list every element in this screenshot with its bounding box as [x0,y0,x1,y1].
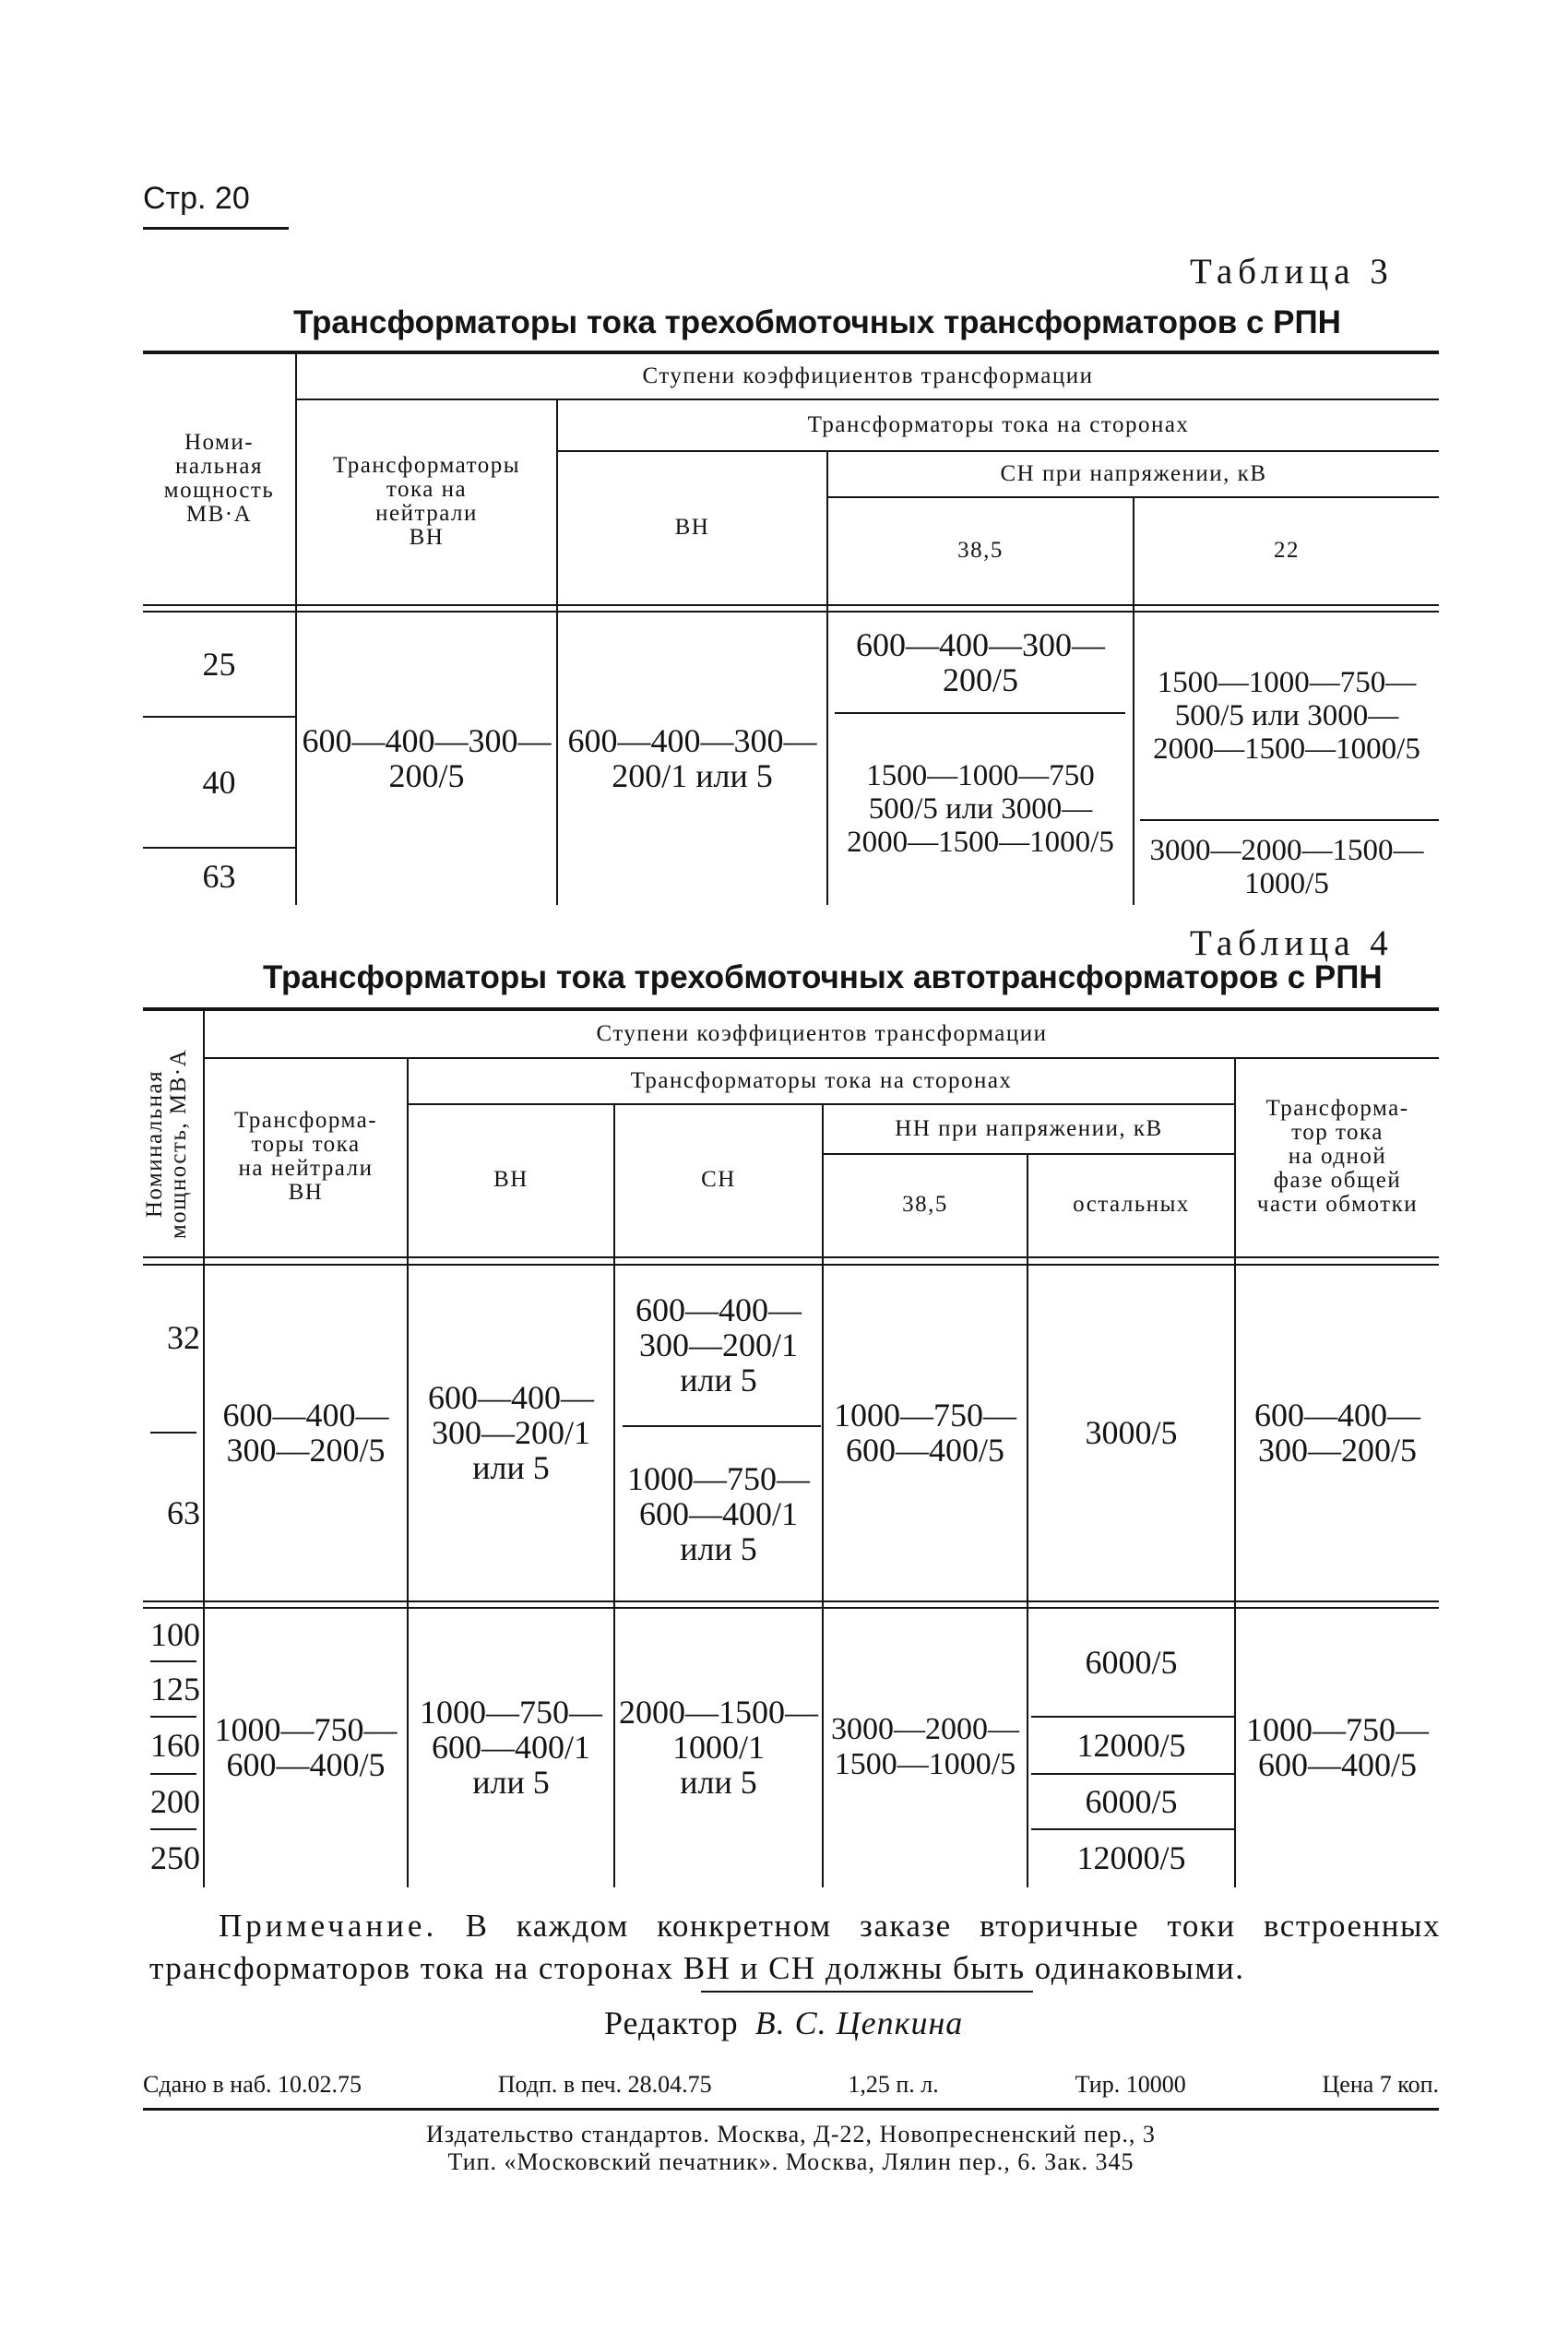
table4-g2-other-a: 6000/5 [1085,1644,1178,1681]
table4-header-phase: Трансформа- тор тока на одной фазе общей части обмотки [1256,1096,1419,1217]
table3-header-22: 22 [1274,538,1300,563]
table4-g2-sn: 2000—1500— 1000/1 или 5 [619,1694,818,1801]
table4-g2-nn385: 3000—2000— 1500—1000/5 [831,1712,1019,1781]
table4-g1-neutral: 600—400— 300—200/5 [222,1397,389,1469]
table4-g2-vn: 1000—750— 600—400/1 или 5 [420,1694,602,1801]
table3-header-sn-voltage: СН при напряжении, кВ [1000,461,1267,486]
imprint-run: Тир. 10000 [1075,2071,1186,2098]
table3-sn22-63-value: 3000—2000—1500— 1000/5 [1149,834,1424,900]
table4-g2-other-d: 12000/5 [1076,1839,1186,1876]
table4-power-32: 32 [167,1319,200,1356]
table4-g1-phase: 600—400— 300—200/5 [1254,1397,1420,1469]
note-rule [701,1991,1033,1993]
imprint-publisher: Издательство стандартов. Москва, Д-22, Новопресненский пер., 3 [426,2121,1156,2148]
table3-header-steps: Ступени коэффициентов трансформации [642,363,1094,388]
table3-header-385: 38,5 [957,538,1004,563]
table4-header-other: остальных [1073,1192,1190,1217]
editor-name: В. С. Цепкина [754,2005,964,2041]
table4-power-100: 100 [150,1616,200,1653]
table4-header-nn-voltage: НН при напряжении, кВ [895,1116,1163,1141]
table4-power-63: 63 [167,1494,200,1531]
table3-sn385-25-value: 600—400—300— 200/5 [856,626,1105,698]
table3-power-40: 40 [202,764,236,801]
editor [604,2004,963,2042]
table3-title: Трансформаторы тока трехобмоточных трансформаторов с РПН [293,304,1341,340]
table4-power-250: 250 [150,1839,200,1876]
table4-g2-phase: 1000—750— 600—400/5 [1246,1711,1429,1783]
table3-power-25: 25 [202,646,236,683]
imprint-signed: Подп. в печ. 28.04.75 [497,2071,712,2098]
table3-sn22-2540-value: 1500—1000—750— 500/5 или 3000— 2000—1500—1000/5 [1153,666,1420,766]
table4-g2-other-b: 12000/5 [1076,1727,1186,1764]
table3-power-63: 63 [202,858,236,895]
editor-label: Редактор [604,2005,739,2041]
table4-header-power: Номинальная мощность, МВ·А [142,1048,191,1240]
page-number: Стр. 20 [143,181,250,216]
table4-g1-nn385: 1000—750— 600—400/5 [834,1397,1016,1469]
table4-power-160: 160 [150,1727,200,1764]
table4-g2-neutral: 1000—750— 600—400/5 [214,1711,398,1783]
imprint-sheets: 1,25 п. л. [848,2071,939,2098]
table3-header-vn: ВН [674,515,710,540]
table4-g1-sn-a: 600—400— 300—200/1 или 5 [636,1291,802,1398]
table3-header-power: Номи- нальная мощность МВ·А [163,430,275,527]
table4-title: Трансформаторы тока трехобмоточных автотрансформаторов с РПН [263,959,1383,995]
table3-header-neutral: Трансформаторы тока на нейтрали ВН [332,453,520,550]
table3-vn-value: 600—400—300— 200/1 или 5 [567,722,817,794]
table4-g1-vn: 600—400— 300—200/1 или 5 [428,1379,594,1486]
table4-header-385: 38,5 [902,1192,948,1217]
table4-header-vn: ВН [493,1167,529,1192]
imprint-rule [143,2108,1439,2111]
imprint-price: Цена 7 коп. [1322,2071,1439,2098]
imprint-line [143,2071,1439,2099]
table3-caption: Таблица 3 [1190,252,1394,292]
table3-neutral-value: 600—400—300— 200/5 [302,722,552,794]
table4-header-steps: Ступени коэффициентов трансформации [596,1021,1048,1046]
table4-power-200: 200 [150,1783,200,1820]
table4-caption: Таблица 4 [1190,923,1394,963]
table4-header-neutral: Трансформа- торы тока на нейтрали ВН [233,1108,378,1205]
table4-power-125: 125 [150,1671,200,1707]
imprint-submitted: Сдано в наб. 10.02.75 [143,2071,362,2098]
note-text: В каждом конкретном заказе вторичные токи встроенных трансформаторов тока на сторонах ВН и СН должны быть одинаковыми. [149,1908,1441,1986]
table4-header-sn: СН [701,1167,736,1192]
table4-g2-other-c: 6000/5 [1085,1783,1178,1820]
page-number-rule [143,227,289,230]
table4-g1-other: 3000/5 [1085,1414,1178,1451]
table4-g1-sn-b: 1000—750— 600—400/1 или 5 [627,1459,810,1567]
table3-sn385-4063-value: 1500—1000—750 500/5 или 3000— 2000—1500—1000/5 [847,759,1114,859]
table4-header-sides: Трансформаторы тока на сторонах [630,1068,1013,1093]
note [149,1905,1441,1990]
imprint-printer: Тип. «Московский печатник». Москва, Лялин пер., 6. Зак. 345 [447,2148,1134,2175]
note-label: Примечание. [219,1908,438,1944]
table3-header-sides: Трансформаторы тока на сторонах [807,412,1190,437]
